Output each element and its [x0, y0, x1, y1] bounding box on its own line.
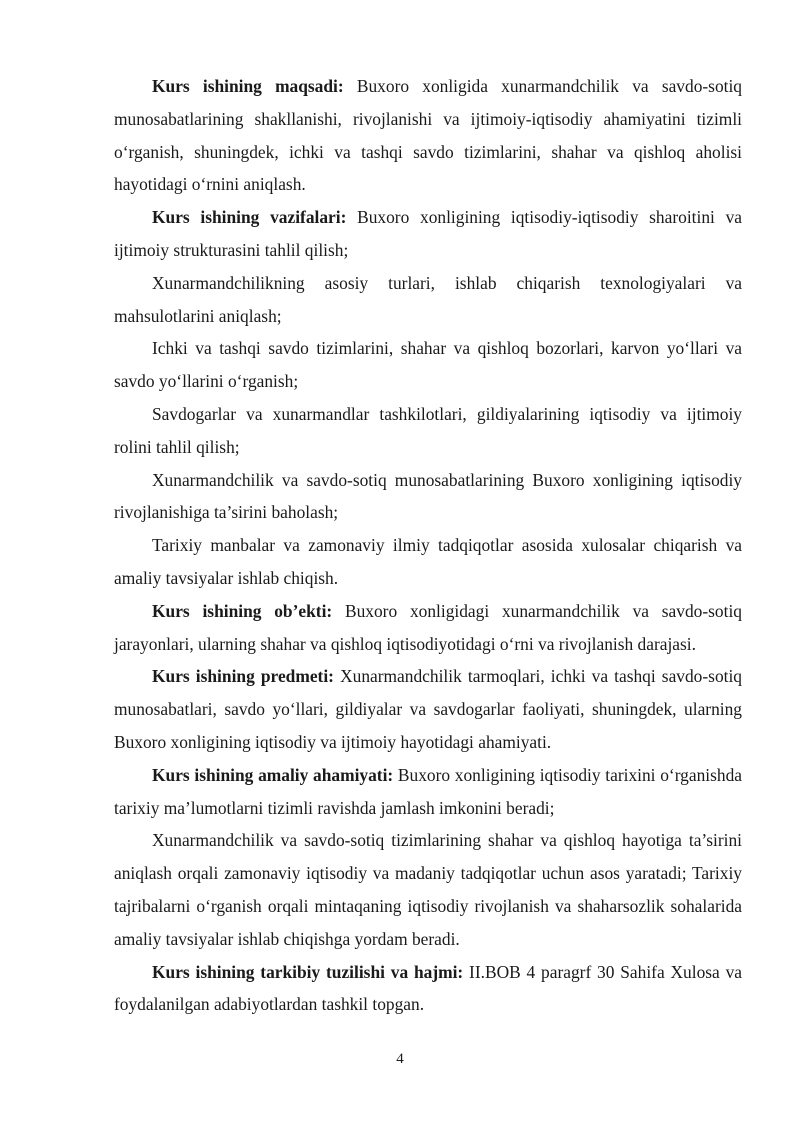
paragraph-text: Buxoro xonligidagi xunarmandchilik va savdo-sotiq jarayonlari, ularning shahar va qishloq iqtisodiyotidagi o‘rni va rivojlanish darajasi. — [114, 600, 742, 654]
paragraph-structure — [114, 956, 742, 1022]
paragraph-text: II.BOB 4 paragrf 30 Sahifa Xulosa va foydalanilgan adabiyotlardan tashkil topgan. — [114, 961, 742, 1015]
paragraph-label: Kurs ishining predmeti: — [152, 666, 334, 687]
paragraph-text: Xunarmandchilik va savdo-sotiq munosabatlarining Buxoro xonligining iqtisodiy rivojlanishiga ta’sirini baholash; — [114, 469, 742, 523]
paragraph-tasks — [114, 201, 742, 267]
page-number: 4 — [396, 1051, 404, 1067]
paragraph-object — [114, 595, 742, 661]
paragraph-label: Kurs ishining maqsadi: — [152, 76, 344, 96]
paragraph-label: Kurs ishining ob’ekti: — [152, 600, 333, 621]
paragraph-text: Buxoro xonligining iqtisodiy-iqtisodiy sharoitini va ijtimoiy strukturasini tahlil qilish; — [114, 207, 742, 260]
paragraph-goal — [114, 70, 742, 201]
paragraph-task-item — [114, 332, 742, 398]
document-body — [114, 70, 742, 1021]
paragraph-text: Ichki va tashqi savdo tizimlarini, shahar va qishloq bozorlari, karvon yo‘llari va savdo yo‘llarini o‘rganish; — [114, 338, 742, 392]
paragraph-task-item — [114, 267, 742, 333]
paragraph-label: Kurs ishining tarkibiy tuzilishi va hajmi: — [152, 961, 464, 982]
paragraph-task-item — [114, 529, 742, 595]
paragraph-text: Tarixiy manbalar va zamonaviy ilmiy tadqiqotlar asosida xulosalar chiqarish va amaliy tavsiyalar ishlab chiqish. — [114, 535, 742, 588]
paragraph-text: Xunarmandchilikning asosiy turlari, ishlab chiqarish texnologiyalari va mahsulotlarini aniqlash; — [114, 272, 742, 326]
paragraph-task-item — [114, 464, 742, 530]
paragraph-practical-item — [114, 824, 742, 955]
paragraph-text: Xunarmandchilik va savdo-sotiq tizimlarining shahar va qishloq hayotiga ta’sirini aniqlash orqali zamonaviy iqtisodiy va madaniy tadqiqotlar uchun asos yaratadi; Tarixiy tajribalarni o‘rganish orqali mintaqaning iqtisodiy rivojlanish va shaharsozlik sohalarida amaliy tavsiyalar ishlab chiqishga yordam beradi. — [114, 830, 742, 949]
paragraph-text: Savdogarlar va xunarmandlar tashkilotlari, gildiyalarining iqtisodiy va ijtimoiy rolini tahlil qilish; — [114, 403, 742, 457]
paragraph-text: Buxoro xonligining iqtisodiy tarixini o‘rganishda tarixiy ma’lumotlarni tizimli ravishda jamlash imkonini beradi; — [114, 764, 742, 818]
paragraph-label: Kurs ishining amaliy ahamiyati: — [152, 764, 394, 785]
paragraph-text: Xunarmandchilik tarmoqlari, ichki va tashqi savdo-sotiq munosabatlari, savdo yo‘llari, gildiyalar va savdogarlar faoliyati, shuningdek, ularning Buxoro xonligining iqtisodiy va ijtimoiy hayotidagi ahamiyati. — [114, 666, 742, 752]
paragraph-text: Buxoro xonligida xunarmandchilik va savdo-sotiq munosabatlarining shakllanishi, rivojlanishi va ijtimoiy-iqtisodiy ahamiyatini tizimli o‘rganish, shuningdek, ichki va tashqi savdo tizimlarini, shahar va qishloq aholisi hayotidagi o‘rnini aniqlash. — [114, 76, 742, 195]
paragraph-label: Kurs ishining vazifalari: — [152, 207, 347, 228]
paragraph-task-item — [114, 398, 742, 464]
paragraph-subject — [114, 660, 742, 758]
paragraph-practical-importance — [114, 759, 742, 825]
